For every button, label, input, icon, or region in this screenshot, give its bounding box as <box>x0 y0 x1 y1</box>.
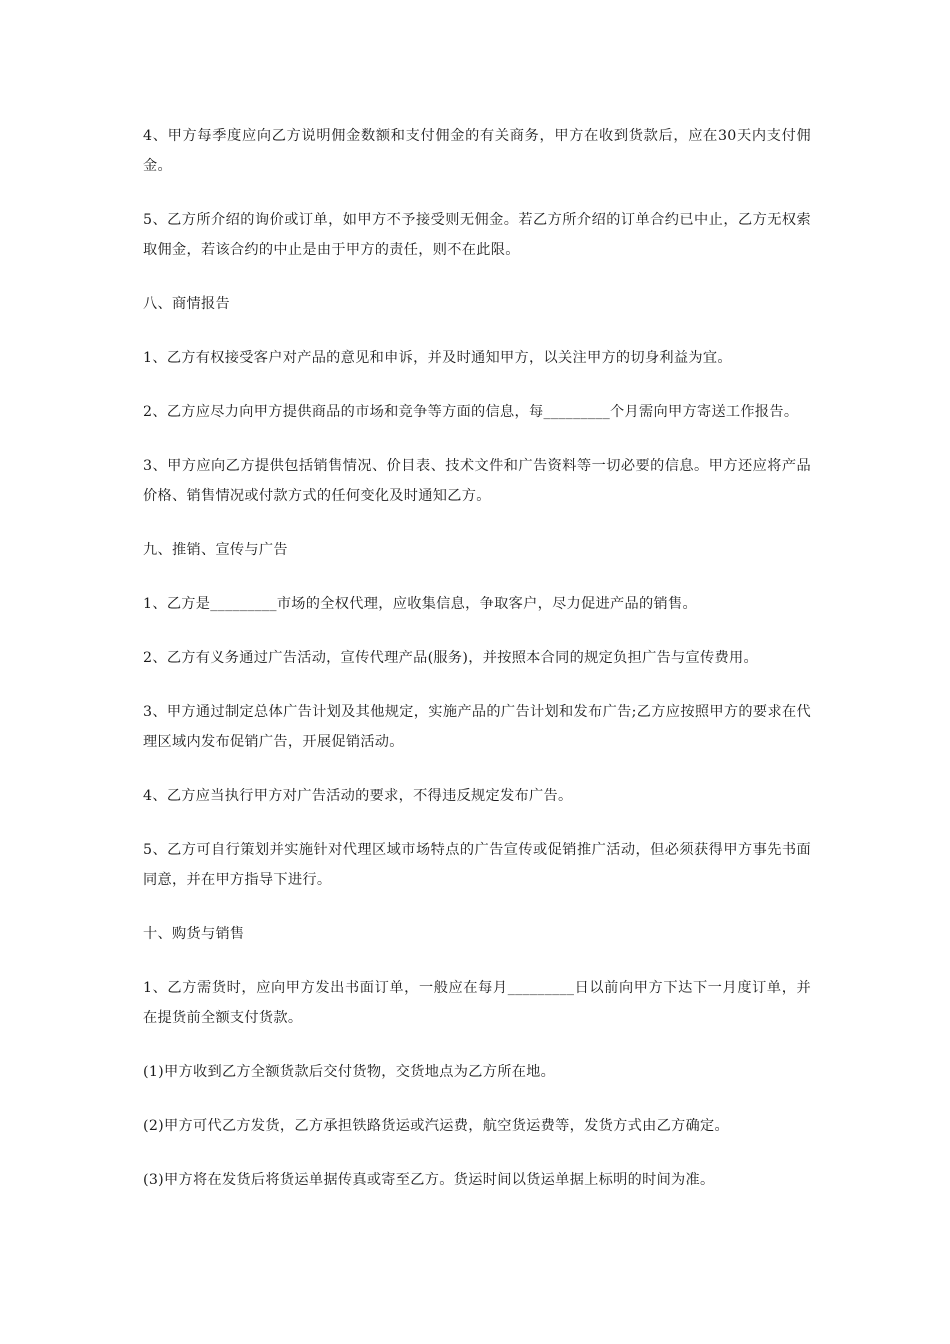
paragraph-advertising-plan: 3、甲方通过制定总体广告计划及其他规定，实施产品的广告计划和发布广告;乙方应按照甲方的要求在代理区域内发布促销广告，开展促销活动。 <box>143 704 811 750</box>
paragraph-commission-statement: 4、甲方每季度应向乙方说明佣金数额和支付佣金的有关商务，甲方在收到货款后，应在30天内支付佣金。 <box>143 128 811 174</box>
paragraph-exclusive-agent: 1、乙方是_________市场的全权代理，应收集信息，争取客户，尽力促进产品的销售。 <box>143 596 697 612</box>
paragraph-customer-feedback: 1、乙方有权接受客户对产品的意见和申诉，并及时通知甲方，以关注甲方的切身利益为宜。 <box>143 350 732 366</box>
paragraph-advertising-rules: 4、乙方应当执行甲方对广告活动的要求，不得违反规定发布广告。 <box>143 788 573 804</box>
paragraph-delivery-location: (1)甲方收到乙方全额货款后交付货物，交货地点为乙方所在地。 <box>143 1064 556 1080</box>
paragraph-necessary-information: 3、甲方应向乙方提供包括销售情况、价目表、技术文件和广告资料等一切必要的信息。甲方还应将产品价格、销售情况或付款方式的任何变化及时通知乙方。 <box>143 458 811 504</box>
paragraph-market-information: 2、乙方应尽力向甲方提供商品的市场和竞争等方面的信息，每_________个月需向甲方寄送工作报告。 <box>143 404 799 420</box>
paragraph-no-commission: 5、乙方所介绍的询价或订单，如甲方不予接受则无佣金。若乙方所介绍的订单合约已中止，乙方无权索取佣金，若该合约的中止是由于甲方的责任，则不在此限。 <box>143 212 811 258</box>
section-heading-business-report: 八、商情报告 <box>143 296 230 312</box>
paragraph-self-promotion: 5、乙方可自行策划并实施针对代理区域市场特点的广告宣传或促销推广活动，但必须获得甲方事先书面同意，并在甲方指导下进行。 <box>143 842 811 888</box>
paragraph-shipping-cost: (2)甲方可代乙方发货，乙方承担铁路货运或汽运费，航空货运费等，发货方式由乙方确定。 <box>143 1118 730 1134</box>
paragraph-shipping-documents: (3)甲方将在发货后将货运单据传真或寄至乙方。货运时间以货运单据上标明的时间为准。 <box>143 1172 715 1188</box>
document-page <box>143 121 811 1219</box>
paragraph-written-order: 1、乙方需货时，应向甲方发出书面订单，一般应在每月_________日以前向甲方下达下一月度订单，并在提货前全额支付货款。 <box>143 980 811 1026</box>
section-heading-purchase-sales: 十、购货与销售 <box>143 926 245 942</box>
paragraph-advertising-duty: 2、乙方有义务通过广告活动，宣传代理产品(服务)，并按照本合同的规定负担广告与宣传费用。 <box>143 650 758 666</box>
section-heading-promotion: 九、推销、宣传与广告 <box>143 542 288 558</box>
